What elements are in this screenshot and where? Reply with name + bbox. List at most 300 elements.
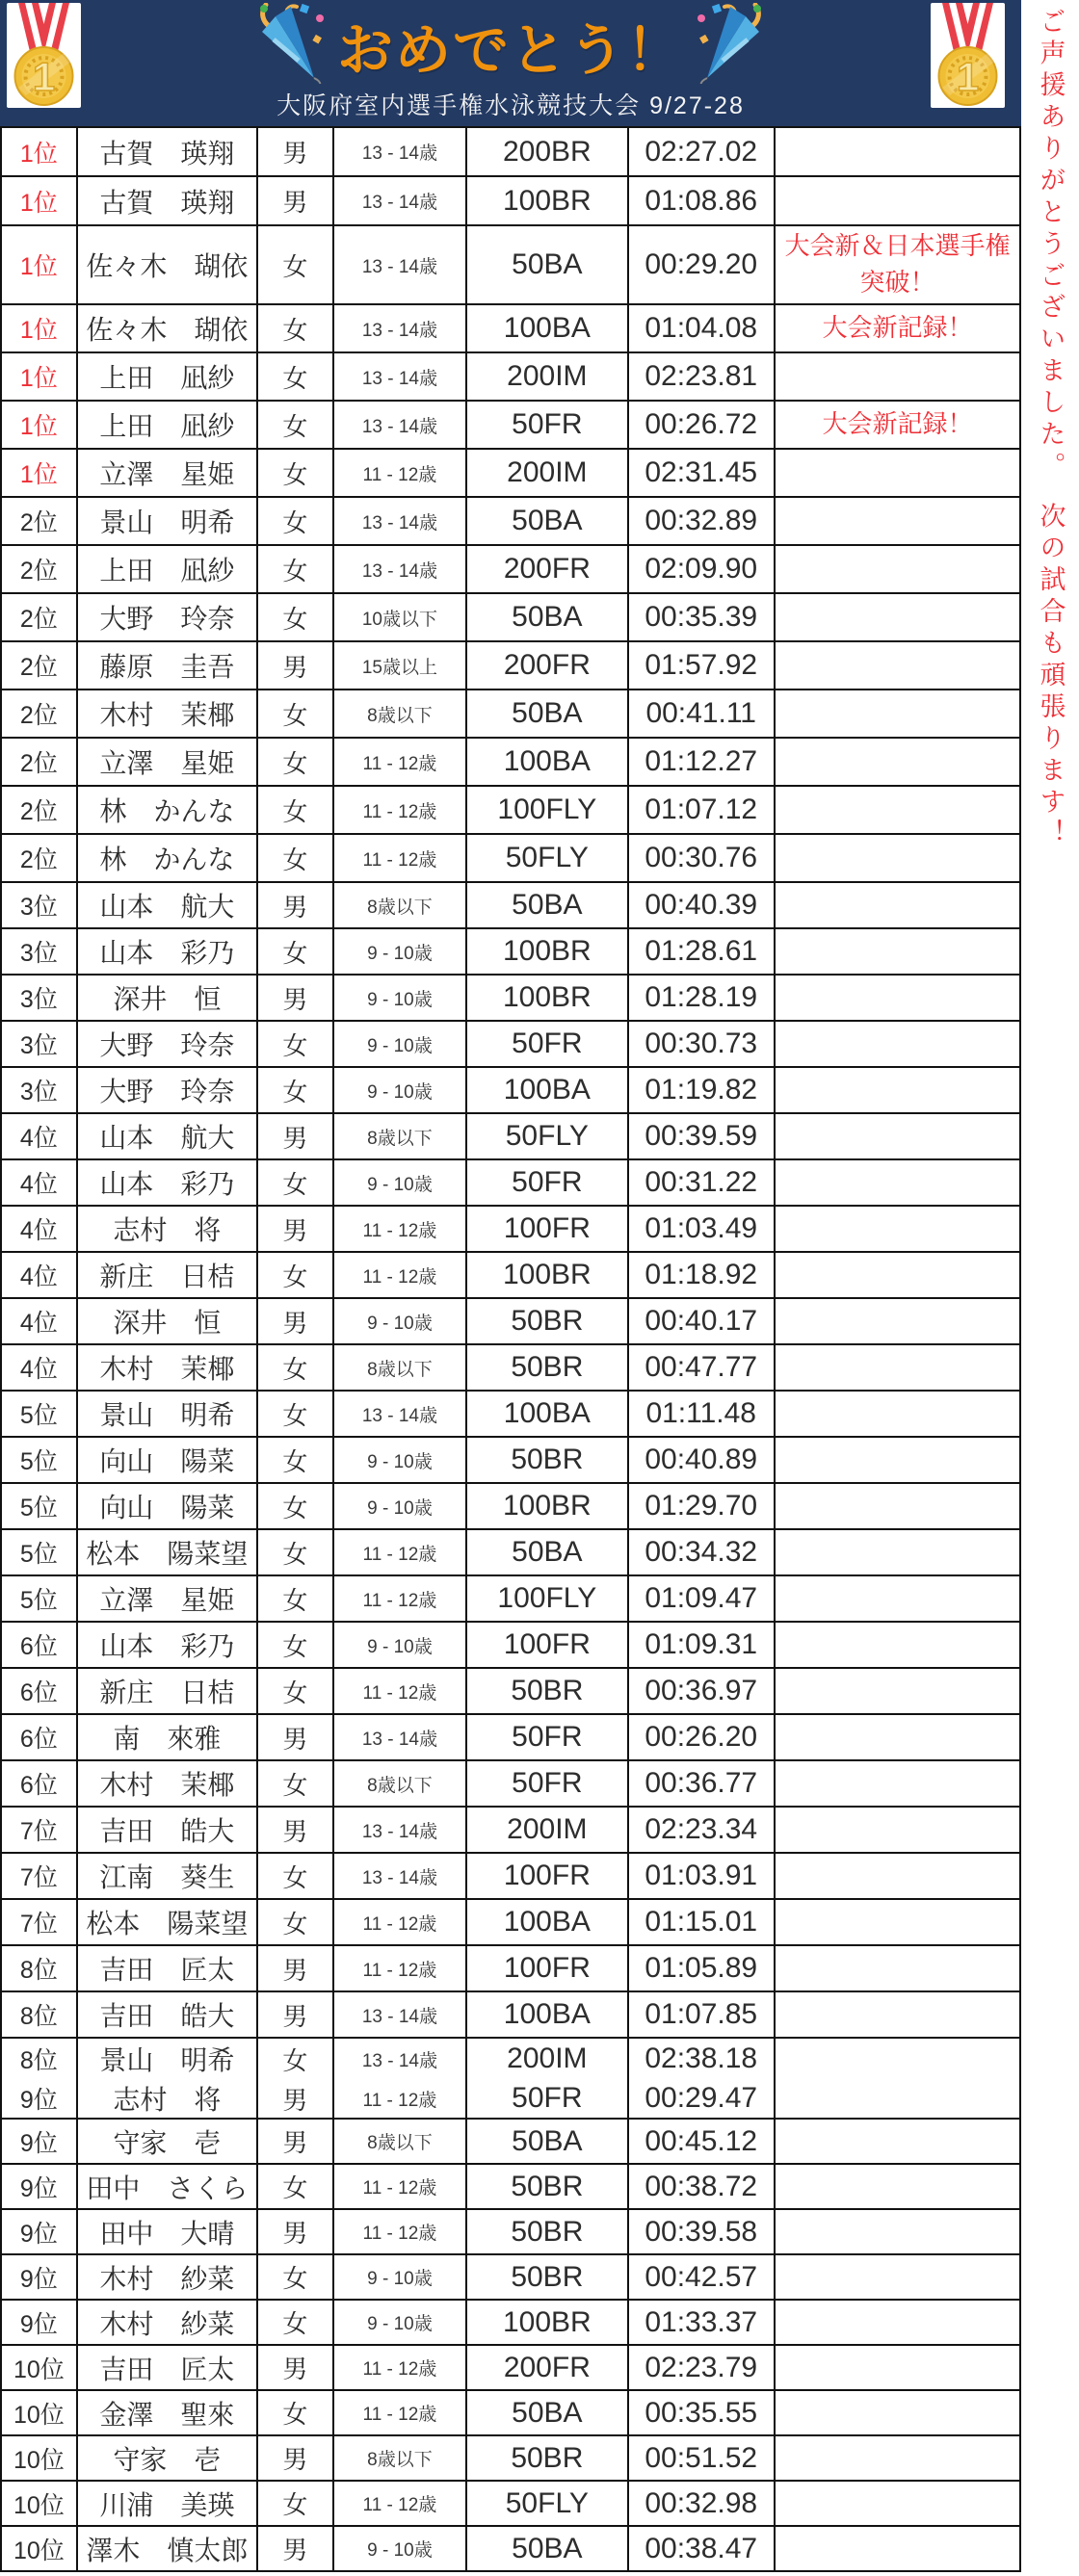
name-cell: 立澤 星姫 (78, 739, 258, 785)
table-row (2, 1623, 1019, 1669)
table-row (2, 1669, 1019, 1715)
time-cell: 01:15.01 (629, 1900, 776, 1944)
table-row (2, 2120, 1019, 2165)
time-cell: 00:30.73 (629, 1022, 776, 1066)
name-cell: 新庄 日桔 (78, 1253, 258, 1297)
note-cell (776, 642, 1019, 689)
name-cell: 上田 凪紗 (78, 402, 258, 448)
time-cell: 01:28.19 (629, 976, 776, 1020)
rank-cell: 9位 (2, 2165, 78, 2208)
rank-cell: 5位 (2, 1438, 78, 1482)
time-cell: 00:42.57 (629, 2255, 776, 2299)
rank-cell: 2位 (2, 690, 78, 737)
table-row (2, 2436, 1019, 2482)
gender-cell: 女 (258, 1068, 334, 1112)
name-cell: 山本 航大 (78, 883, 258, 927)
table-row (2, 2482, 1019, 2527)
time-cell: 00:40.39 (629, 883, 776, 927)
note-cell (776, 177, 1019, 224)
note-cell (776, 835, 1019, 881)
table-row (2, 883, 1019, 929)
table-row (2, 1114, 1019, 1160)
event-cell: 100BR (467, 177, 628, 224)
time-cell: 01:09.31 (629, 1623, 776, 1667)
table-row (2, 177, 1019, 226)
gender-cell: 女 (258, 1253, 334, 1297)
note-cell (776, 1854, 1019, 1898)
svg-text:1: 1 (32, 54, 56, 99)
time-cell: 01:19.82 (629, 1068, 776, 1112)
table-row (2, 1854, 1019, 1900)
gender-cell: 男 (258, 1946, 334, 1991)
age-cell: 13 - 14歳 (334, 402, 467, 448)
gender-cell: 女 (258, 2301, 334, 2344)
gender-cell: 女 (258, 2165, 334, 2208)
event-cell: 200BR (467, 128, 628, 175)
note-cell (776, 450, 1019, 496)
time-cell: 00:39.59 (629, 1114, 776, 1158)
note-cell (776, 498, 1019, 544)
time-cell: 00:34.32 (629, 1530, 776, 1574)
age-cell: 9 - 10歳 (334, 1022, 467, 1066)
rank-cell: 1位 (2, 402, 78, 448)
name-cell: 藤原 圭吾 (78, 642, 258, 689)
age-cell: 10歳以下 (334, 594, 467, 640)
gender-cell: 女 (258, 1576, 334, 1621)
rank-cell: 2位 (2, 787, 78, 833)
gender-cell: 男 (258, 976, 334, 1020)
age-cell: 11 - 12歳 (334, 1530, 467, 1574)
note-cell: 大会新＆日本選手権突破！ (784, 231, 1011, 297)
age-cell: 11 - 12歳 (334, 739, 467, 785)
time-cell: 01:07.85 (629, 1992, 776, 2037)
note-cell (776, 1992, 1019, 2037)
gender-cell: 女 (258, 739, 334, 785)
age-cell: 9 - 10歳 (334, 1623, 467, 1667)
table-row (2, 1207, 1019, 1253)
name-cell: 木村 紗菜 (78, 2255, 258, 2299)
name-cell: 向山 陽菜 (78, 1438, 258, 1482)
rank-cell: 3位 (2, 976, 78, 1020)
rank-cell: 1位 (2, 305, 78, 351)
gender-cell: 女 (258, 498, 334, 544)
time-cell: 01:08.86 (629, 177, 776, 224)
time-cell: 00:30.76 (629, 835, 776, 881)
age-cell: 9 - 10歳 (334, 1299, 467, 1343)
time-cell: 01:33.37 (629, 2301, 776, 2344)
gender-cell: 女 (258, 1900, 334, 1944)
age-cell: 13 - 14歳 (334, 128, 467, 175)
name-cell: 佐々木 瑚依 (78, 305, 258, 351)
gender-cell: 男 (258, 642, 334, 689)
table-row (2, 976, 1019, 1022)
age-cell: 11 - 12歳 (334, 1669, 467, 1713)
rank-cell: 1位 (2, 450, 78, 496)
age-cell: 9 - 10歳 (334, 2527, 467, 2570)
time-cell: 00:26.20 (629, 1715, 776, 1759)
note-cell (776, 2165, 1019, 2208)
note-cell (776, 2482, 1019, 2525)
note-cell (776, 1160, 1019, 1205)
note-cell (776, 128, 1019, 175)
note-cell (776, 1808, 1019, 1852)
time-cell: 00:51.52 (629, 2436, 776, 2480)
table-row (2, 2210, 1019, 2255)
header-banner (0, 0, 1021, 126)
time-cell: 02:09.90 (629, 546, 776, 592)
table-row (2, 2346, 1019, 2391)
rank-cell: 1位 (2, 353, 78, 400)
rank-cell: 10位 (2, 2391, 78, 2434)
age-cell: 9 - 10歳 (334, 2301, 467, 2344)
rank-cell: 5位 (2, 1392, 78, 1436)
table-row (2, 2301, 1019, 2346)
rank-cell: 4位 (2, 1114, 78, 1158)
event-cell: 100FR (467, 1946, 628, 1991)
event-cell: 50FR (467, 2079, 628, 2118)
name-cell: 吉田 皓大 (78, 1992, 258, 2037)
name-cell: 吉田 匠太 (78, 1946, 258, 1991)
event-cell: 200IM (467, 2039, 628, 2079)
name-cell: 景山 明希 (78, 1392, 258, 1436)
rank-cell: 10位 (2, 2482, 78, 2525)
event-cell: 50BA (467, 498, 628, 544)
event-cell: 50BR (467, 1345, 628, 1390)
note-cell (776, 1253, 1019, 1297)
gender-cell: 女 (258, 1854, 334, 1898)
table-row (2, 2165, 1019, 2210)
event-cell: 100FR (467, 1623, 628, 1667)
note-cell (776, 2436, 1019, 2480)
note-cell (776, 2039, 1019, 2079)
note-cell: 大会新記録！ (822, 313, 973, 343)
time-cell: 01:04.08 (629, 305, 776, 351)
gender-cell: 男 (258, 1715, 334, 1759)
rank-cell: 9位 (2, 2210, 78, 2253)
gender-cell: 女 (258, 226, 334, 303)
event-cell: 200IM (467, 353, 628, 400)
rank-cell: 7位 (2, 1900, 78, 1944)
table-row (2, 1160, 1019, 1207)
event-cell: 200IM (467, 450, 628, 496)
gender-cell: 女 (258, 402, 334, 448)
gender-cell: 男 (258, 2436, 334, 2480)
rank-cell: 6位 (2, 1761, 78, 1806)
table-row (2, 1484, 1019, 1530)
name-cell: 川浦 美瑛 (78, 2482, 258, 2525)
name-cell: 田中 大晴 (78, 2210, 258, 2253)
name-cell: 木村 茉椰 (78, 690, 258, 737)
time-cell: 01:11.48 (629, 1392, 776, 1436)
event-cell: 100FR (467, 1207, 628, 1251)
name-cell: 古賀 瑛翔 (78, 177, 258, 224)
gender-cell: 女 (258, 450, 334, 496)
note-cell (776, 1484, 1019, 1528)
time-cell: 01:57.92 (629, 642, 776, 689)
table-row (2, 1900, 1019, 1946)
name-cell: 向山 陽菜 (78, 1484, 258, 1528)
age-cell: 11 - 12歳 (334, 2165, 467, 2208)
time-cell: 00:39.58 (629, 2210, 776, 2253)
event-cell: 50BA (467, 2527, 628, 2570)
age-cell: 11 - 12歳 (334, 2079, 467, 2118)
event-cell: 50BR (467, 1669, 628, 1713)
table-row (2, 2391, 1019, 2436)
event-cell: 50FLY (467, 1114, 628, 1158)
age-cell: 11 - 12歳 (334, 2210, 467, 2253)
note-cell (776, 1207, 1019, 1251)
event-cell: 50BR (467, 2255, 628, 2299)
event-cell: 50BA (467, 690, 628, 737)
gender-cell: 女 (258, 1345, 334, 1390)
table-row (2, 835, 1019, 883)
time-cell: 00:38.72 (629, 2165, 776, 2208)
note-cell (776, 2527, 1019, 2570)
name-cell: 大野 玲奈 (78, 594, 258, 640)
note-cell (776, 1900, 1019, 1944)
gender-cell: 女 (258, 1484, 334, 1528)
name-cell: 志村 将 (78, 1207, 258, 1251)
event-cell: 50BR (467, 2210, 628, 2253)
time-cell: 00:36.97 (629, 1669, 776, 1713)
gender-cell: 女 (258, 1623, 334, 1667)
rank-cell: 9位 (2, 2120, 78, 2163)
table-row (2, 1022, 1019, 1068)
rank-cell: 1位 (2, 226, 78, 303)
rank-cell: 5位 (2, 1484, 78, 1528)
rank-cell: 2位 (2, 642, 78, 689)
gender-cell: 女 (258, 929, 334, 974)
age-cell: 8歳以下 (334, 1345, 467, 1390)
name-cell: 山本 航大 (78, 1114, 258, 1158)
event-cell: 100BR (467, 976, 628, 1020)
rank-cell: 2位 (2, 546, 78, 592)
name-cell: 深井 恒 (78, 976, 258, 1020)
time-cell: 02:23.34 (629, 1808, 776, 1852)
event-cell: 50BR (467, 1299, 628, 1343)
event-cell: 200IM (467, 1808, 628, 1852)
time-cell: 00:29.47 (629, 2079, 776, 2118)
time-cell: 02:27.02 (629, 128, 776, 175)
gender-cell: 男 (258, 1808, 334, 1852)
event-cell: 50FR (467, 1715, 628, 1759)
age-cell: 11 - 12歳 (334, 2391, 467, 2434)
rank-cell: 4位 (2, 1160, 78, 1205)
event-cell: 200FR (467, 2346, 628, 2389)
gender-cell: 男 (258, 1992, 334, 2037)
rank-cell: 2位 (2, 498, 78, 544)
name-cell: 木村 紗菜 (78, 2301, 258, 2344)
time-cell: 01:12.27 (629, 739, 776, 785)
gender-cell: 男 (258, 177, 334, 224)
note-cell (776, 1669, 1019, 1713)
event-cell: 50FR (467, 1022, 628, 1066)
age-cell: 9 - 10歳 (334, 1438, 467, 1482)
rank-cell: 9位 (2, 2301, 78, 2344)
gender-cell: 女 (258, 1022, 334, 1066)
table-row (2, 1438, 1019, 1484)
rank-cell: 3位 (2, 1022, 78, 1066)
age-cell: 8歳以下 (334, 2120, 467, 2163)
name-cell: 佐々木 瑚依 (78, 226, 258, 303)
table-row (2, 498, 1019, 546)
event-cell: 100BA (467, 739, 628, 785)
age-cell: 13 - 14歳 (334, 305, 467, 351)
rank-cell: 10位 (2, 2346, 78, 2389)
note-cell (776, 2255, 1019, 2299)
age-cell: 9 - 10歳 (334, 1068, 467, 1112)
gender-cell: 男 (258, 1299, 334, 1343)
rank-cell: 4位 (2, 1345, 78, 1390)
age-cell: 9 - 10歳 (334, 976, 467, 1020)
name-cell: 大野 玲奈 (78, 1068, 258, 1112)
rank-cell: 2位 (2, 739, 78, 785)
time-cell: 02:31.45 (629, 450, 776, 496)
table-row (2, 2079, 1019, 2120)
time-cell: 01:18.92 (629, 1253, 776, 1297)
time-cell: 01:09.47 (629, 1576, 776, 1621)
time-cell: 00:35.55 (629, 2391, 776, 2434)
name-cell: 林 かんな (78, 787, 258, 833)
gender-cell: 女 (258, 1438, 334, 1482)
rank-cell: 9位 (2, 2079, 78, 2118)
note-cell (776, 690, 1019, 737)
table-row (2, 402, 1019, 450)
event-cell: 100BA (467, 1900, 628, 1944)
time-cell: 02:23.81 (629, 353, 776, 400)
age-cell: 8歳以下 (334, 1114, 467, 1158)
gender-cell: 男 (258, 1114, 334, 1158)
age-cell: 13 - 14歳 (334, 353, 467, 400)
name-cell: 田中 さくら (78, 2165, 258, 2208)
time-cell: 01:03.91 (629, 1854, 776, 1898)
event-cell: 200FR (467, 546, 628, 592)
sidebar-message (1021, 0, 1079, 2576)
table-row (2, 739, 1019, 787)
table-row (2, 690, 1019, 739)
gender-cell: 女 (258, 594, 334, 640)
rank-cell: 3位 (2, 929, 78, 974)
note-cell (776, 739, 1019, 785)
note-cell (776, 2079, 1019, 2118)
age-cell: 13 - 14歳 (334, 2039, 467, 2079)
table-row (2, 1392, 1019, 1438)
age-cell: 11 - 12歳 (334, 2482, 467, 2525)
note-cell (776, 2346, 1019, 2389)
congrats-banner (0, 0, 1021, 91)
age-cell: 15歳以上 (334, 642, 467, 689)
event-cell: 100FLY (467, 1576, 628, 1621)
table-row (2, 2255, 1019, 2301)
age-cell: 13 - 14歳 (334, 1808, 467, 1852)
gender-cell: 女 (258, 1761, 334, 1806)
table-row (2, 1530, 1019, 1576)
name-cell: 山本 彩乃 (78, 1623, 258, 1667)
rank-cell: 5位 (2, 1576, 78, 1621)
gender-cell: 女 (258, 1160, 334, 1205)
age-cell: 11 - 12歳 (334, 1946, 467, 1991)
note-cell (776, 353, 1019, 400)
table-row (2, 226, 1019, 305)
name-cell: 林 かんな (78, 835, 258, 881)
gender-cell: 女 (258, 1392, 334, 1436)
age-cell: 8歳以下 (334, 1761, 467, 1806)
gender-cell: 男 (258, 2346, 334, 2389)
name-cell: 上田 凪紗 (78, 353, 258, 400)
age-cell: 11 - 12歳 (334, 1576, 467, 1621)
event-cell: 100BR (467, 1484, 628, 1528)
time-cell: 01:29.70 (629, 1484, 776, 1528)
name-cell: 大野 玲奈 (78, 1022, 258, 1066)
rank-cell: 8位 (2, 1992, 78, 2037)
age-cell: 13 - 14歳 (334, 498, 467, 544)
age-cell: 13 - 14歳 (334, 1992, 467, 2037)
gender-cell: 男 (258, 2120, 334, 2163)
note-cell (776, 883, 1019, 927)
table-row (2, 787, 1019, 835)
name-cell: 深井 恒 (78, 1299, 258, 1343)
time-cell: 00:38.47 (629, 2527, 776, 2570)
event-cell: 100BA (467, 1392, 628, 1436)
note-cell (776, 929, 1019, 974)
rank-cell: 10位 (2, 2527, 78, 2570)
gender-cell: 女 (258, 1669, 334, 1713)
age-cell: 11 - 12歳 (334, 835, 467, 881)
name-cell: 松本 陽菜望 (78, 1530, 258, 1574)
rank-cell: 4位 (2, 1253, 78, 1297)
event-cell: 50BA (467, 2120, 628, 2163)
age-cell: 11 - 12歳 (334, 2346, 467, 2389)
table-row (2, 1068, 1019, 1114)
name-cell: 木村 茉椰 (78, 1761, 258, 1806)
rank-cell: 2位 (2, 594, 78, 640)
table-row (2, 2527, 1019, 2572)
event-cell: 100BA (467, 1068, 628, 1112)
event-cell: 100BR (467, 929, 628, 974)
event-cell: 50BR (467, 1438, 628, 1482)
rank-cell: 6位 (2, 1623, 78, 1667)
rank-cell: 2位 (2, 835, 78, 881)
age-cell: 8歳以下 (334, 883, 467, 927)
time-cell: 00:29.20 (629, 226, 776, 303)
rank-cell: 8位 (2, 2039, 78, 2079)
gender-cell: 女 (258, 546, 334, 592)
table-row (2, 128, 1019, 177)
event-cell: 50BA (467, 883, 628, 927)
gender-cell: 女 (258, 2482, 334, 2525)
name-cell: 木村 茉椰 (78, 1345, 258, 1390)
note-cell (776, 1761, 1019, 1806)
age-cell: 13 - 14歳 (334, 1715, 467, 1759)
name-cell: 守家 壱 (78, 2436, 258, 2480)
note-cell (776, 1299, 1019, 1343)
note-cell (776, 1715, 1019, 1759)
note-cell (776, 976, 1019, 1020)
time-cell: 01:07.12 (629, 787, 776, 833)
name-cell: 新庄 日桔 (78, 1669, 258, 1713)
event-cell: 100BA (467, 305, 628, 351)
rank-cell: 4位 (2, 1299, 78, 1343)
age-cell: 11 - 12歳 (334, 787, 467, 833)
age-cell: 13 - 14歳 (334, 226, 467, 303)
name-cell: 立澤 星姫 (78, 450, 258, 496)
note-cell (776, 2301, 1019, 2344)
table-row (2, 1576, 1019, 1623)
note-cell (776, 1345, 1019, 1390)
event-cell: 100BA (467, 1992, 628, 2037)
rank-cell: 1位 (2, 177, 78, 224)
age-cell: 13 - 14歳 (334, 1854, 467, 1898)
